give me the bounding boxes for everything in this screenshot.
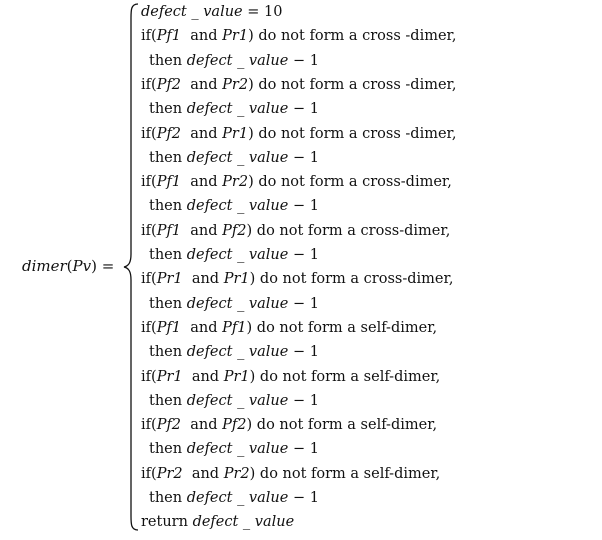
- case-line-then: [149, 147, 319, 169]
- operator: −: [292, 247, 306, 263]
- variable-name: defect _ value: [186, 247, 289, 263]
- primer-a: Pf1: [156, 319, 182, 336]
- keyword-and: and: [190, 319, 218, 336]
- variable-name: defect _ value: [186, 392, 289, 409]
- keyword-then: then: [149, 392, 183, 409]
- primer-b: Pr1: [222, 125, 249, 142]
- condition-text: do not form a cross-dimer,: [258, 174, 452, 191]
- condition-text: do not form a cross -dimer,: [258, 76, 457, 93]
- value: 1: [309, 247, 319, 263]
- value: 1: [309, 441, 319, 458]
- case-line-cond: if(Pf2 and Pr1) do not form a cross -dimer,: [141, 125, 457, 142]
- keyword-and: and: [190, 28, 218, 45]
- primer-a: Pr2: [156, 465, 183, 482]
- variable-name: defect _ value: [186, 149, 289, 166]
- keyword-if: if: [141, 76, 152, 93]
- variable-name: defect _ value: [141, 4, 243, 20]
- keyword-and: and: [190, 76, 218, 93]
- value: 1: [309, 295, 319, 312]
- value: 1: [309, 52, 319, 69]
- case-line-then: [149, 195, 319, 217]
- left-brace: [122, 2, 140, 532]
- case-line-cond: if(Pf1 and Pr2) do not form a cross-dimer,: [141, 174, 452, 191]
- condition-text: do not form a cross-dimer,: [259, 271, 454, 288]
- case-line-cond: if(Pf1 and Pf2) do not form a cross-dimer,: [141, 222, 451, 239]
- keyword-then: then: [149, 295, 183, 312]
- condition-text: do not form a cross -dimer,: [258, 28, 457, 45]
- keyword-then: then: [149, 101, 183, 118]
- operator: −: [292, 198, 306, 215]
- primer-a: Pr1: [156, 368, 183, 385]
- case-line-then: [149, 293, 319, 315]
- primer-b: Pr1: [222, 28, 249, 45]
- case-line-assign: [141, 1, 282, 23]
- keyword-if: if: [141, 174, 152, 191]
- primer-a: Pf2: [156, 125, 182, 142]
- value: 1: [309, 149, 319, 166]
- primer-a: Pf2: [156, 76, 182, 93]
- primer-a: Pf1: [156, 28, 182, 45]
- variable-name: defect _ value: [186, 101, 289, 118]
- operator: −: [292, 344, 306, 361]
- case-line-then: [149, 98, 319, 120]
- primer-b: Pr2: [223, 465, 250, 482]
- equation-lhs: dimer(Pv) =: [22, 257, 115, 275]
- case-line-then: [149, 438, 319, 460]
- condition-text: do not form a cross-dimer,: [256, 222, 451, 239]
- case-line-return: [141, 511, 294, 533]
- case-line-cond: if(Pr1 and Pr1) do not form a self-dimer,: [141, 368, 441, 385]
- case-line-cond: if(Pr1 and Pr1) do not form a cross-dimer,: [141, 271, 454, 288]
- keyword-then: then: [149, 490, 183, 506]
- keyword-then: then: [149, 441, 183, 458]
- keyword-then: then: [149, 52, 183, 69]
- function-argument: Pv: [72, 257, 92, 275]
- value: 10: [264, 4, 283, 20]
- operator: =: [247, 4, 260, 20]
- keyword-then: then: [149, 198, 183, 215]
- keyword-if: if: [141, 368, 152, 385]
- primer-b: Pf2: [222, 222, 247, 239]
- primer-b: Pr1: [223, 368, 250, 385]
- value: 1: [309, 392, 319, 409]
- primer-b: Pr2: [222, 174, 249, 191]
- variable-name: defect _ value: [186, 198, 289, 215]
- keyword-and: and: [190, 174, 218, 191]
- variable-name: defect _ value: [186, 344, 289, 361]
- operator: −: [292, 392, 306, 409]
- value: 1: [309, 101, 319, 118]
- primer-a: Pf1: [156, 222, 182, 239]
- condition-text: do not form a self-dimer,: [259, 368, 441, 385]
- keyword-then: then: [149, 149, 183, 166]
- keyword-then: then: [149, 247, 183, 263]
- case-line-then: [149, 244, 319, 266]
- operator: −: [292, 490, 306, 506]
- case-line-then: [149, 50, 319, 72]
- case-line-cond: if(Pr2 and Pr2) do not form a self-dimer,: [141, 465, 441, 482]
- variable-name: defect _ value: [186, 52, 289, 69]
- keyword-if: if: [141, 319, 152, 336]
- keyword-and: and: [191, 368, 220, 385]
- keyword-return: return: [141, 514, 188, 531]
- keyword-if: if: [141, 271, 152, 288]
- primer-a: Pf2: [156, 417, 182, 434]
- function-name: dimer: [22, 257, 67, 275]
- keyword-if: if: [141, 28, 152, 45]
- keyword-and: and: [190, 417, 218, 434]
- case-line-then: [149, 390, 319, 412]
- operator: −: [292, 101, 306, 118]
- keyword-and: and: [190, 125, 218, 142]
- primer-b: Pf1: [222, 319, 247, 336]
- keyword-and: and: [191, 465, 220, 482]
- equals-sign: =: [101, 257, 115, 275]
- operator: −: [292, 149, 306, 166]
- value: 1: [309, 490, 319, 506]
- value: 1: [309, 344, 319, 361]
- operator: −: [292, 441, 306, 458]
- condition-text: do not form a self-dimer,: [256, 417, 438, 434]
- variable-name: defect _ value: [186, 490, 289, 506]
- condition-text: do not form a cross -dimer,: [258, 125, 457, 142]
- case-line-cond: if(Pf1 and Pf1) do not form a self-dimer,: [141, 319, 438, 336]
- variable-name: defect _ value: [186, 295, 289, 312]
- keyword-and: and: [191, 271, 220, 288]
- case-line-then: [149, 487, 319, 509]
- operator: −: [292, 52, 306, 69]
- variable-name: defect _ value: [192, 514, 295, 531]
- keyword-then: then: [149, 344, 183, 361]
- keyword-if: if: [141, 465, 152, 482]
- case-line-cond: if(Pf1 and Pr1) do not form a cross -dimer,: [141, 28, 457, 45]
- primer-b: Pr1: [223, 271, 250, 288]
- keyword-and: and: [190, 222, 218, 239]
- case-line-cond: if(Pf2 and Pf2) do not form a self-dimer,: [141, 417, 438, 434]
- case-line-then: [149, 341, 319, 363]
- primer-a: Pr1: [156, 271, 183, 288]
- primer-b: Pf2: [222, 417, 247, 434]
- primer-a: Pf1: [156, 174, 182, 191]
- keyword-if: if: [141, 417, 152, 434]
- variable-name: defect _ value: [186, 441, 289, 458]
- value: 1: [309, 198, 319, 215]
- case-line-cond: if(Pf2 and Pr2) do not form a cross -dimer,: [141, 76, 457, 93]
- operator: −: [292, 295, 306, 312]
- condition-text: do not form a self-dimer,: [256, 319, 438, 336]
- keyword-if: if: [141, 222, 152, 239]
- primer-b: Pr2: [222, 76, 249, 93]
- keyword-if: if: [141, 125, 152, 142]
- condition-text: do not form a self-dimer,: [259, 465, 441, 482]
